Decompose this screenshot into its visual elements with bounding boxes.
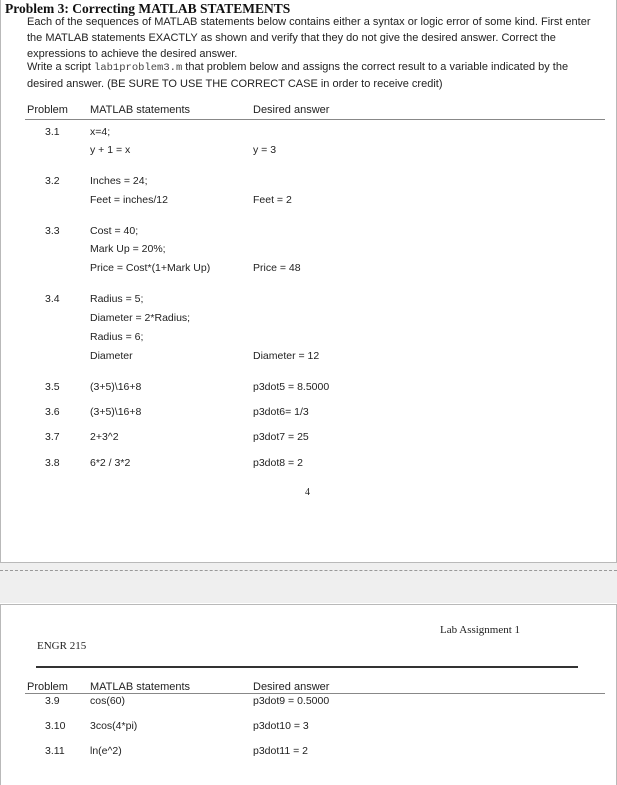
desired-answer: p3dot6= 1/3 (253, 406, 309, 418)
statement-line: 2+3^2 (90, 431, 119, 443)
statement-line: (3+5)\16+8 (90, 381, 142, 393)
desired-answer: p3dot11 = 2 (253, 745, 308, 757)
script-filename: lab1problem3.m (94, 62, 183, 74)
problem-number: 3.5 (45, 381, 60, 393)
header-rule (36, 666, 578, 668)
statement-line: Radius = 6; (90, 331, 144, 343)
header-problem: Problem (27, 104, 68, 116)
problem-number: 3.7 (45, 431, 60, 443)
instructions-paragraph: Each of the sequences of MATLAB statements below contains either a syntax or logic error of some kind. First enter the MATLAB statements EXACTLY as shown and verify that they do not give the desired answer. Correct the expressions to achieve the desired answer. (27, 16, 591, 60)
problem-number: 3.1 (45, 126, 60, 138)
desired-answer: p3dot5 = 8.5000 (253, 381, 330, 393)
statement-line: Radius = 5; (90, 293, 144, 305)
statement-line: (3+5)\16+8 (90, 406, 142, 418)
statement-line: Feet = inches/12 (90, 194, 168, 206)
section-title: Problem 3: Correcting MATLAB STATEMENTS (5, 1, 291, 16)
statement-line: Inches = 24; (90, 175, 148, 187)
statement-line: y + 1 = x (90, 144, 131, 156)
script-prefix: Write a script (27, 61, 95, 73)
statement-line: 6*2 / 3*2 (90, 457, 131, 469)
desired-answer: Feet = 2 (253, 194, 292, 206)
lab-assignment-label: Lab Assignment 1 (440, 624, 521, 636)
problem-number: 3.6 (45, 406, 60, 418)
desired-answer: p3dot9 = 0.5000 (253, 695, 330, 707)
header-answer: Desired answer (253, 681, 330, 693)
problem-number: 3.9 (45, 695, 60, 707)
course-label: ENGR 215 (37, 640, 87, 652)
problem-number: 3.2 (45, 175, 60, 187)
problem-number: 3.3 (45, 225, 60, 237)
desired-answer: Diameter = 12 (253, 350, 320, 362)
page-number: 4 (305, 487, 310, 498)
problem-number: 3.4 (45, 293, 60, 305)
header-statements: MATLAB statements (90, 104, 191, 116)
desired-answer: p3dot8 = 2 (253, 457, 303, 469)
script-suffix: that problem below and assigns the correct result to a variable indicated by the desired answer. (BE SURE TO USE THE CORRECT CASE in order to receive credit) (27, 61, 569, 90)
statement-line: ln(e^2) (90, 745, 122, 757)
statement-line: Diameter = 2*Radius; (90, 312, 191, 324)
statement-line: Mark Up = 20%; (90, 243, 166, 255)
header-answer: Desired answer (253, 104, 330, 116)
statement-line: x=4; (90, 126, 111, 138)
header-divider (25, 693, 605, 694)
statement-line: cos(60) (90, 695, 126, 707)
script-instructions-paragraph (27, 59, 602, 92)
header-statements: MATLAB statements (90, 681, 191, 693)
desired-answer: y = 3 (253, 144, 277, 156)
page-break-divider (0, 570, 617, 571)
desired-answer: Price = 48 (253, 262, 301, 274)
problem-number: 3.11 (45, 745, 65, 757)
page-gap (0, 563, 617, 603)
statement-line: Price = Cost*(1+Mark Up) (90, 262, 211, 274)
problem-number: 3.10 (45, 720, 66, 732)
desired-answer: p3dot7 = 25 (253, 431, 309, 443)
desired-answer: p3dot10 = 3 (253, 720, 309, 732)
statement-line: Diameter (90, 350, 133, 362)
statement-line: Cost = 40; (90, 225, 139, 237)
problem-number: 3.8 (45, 457, 60, 469)
statement-line: 3cos(4*pi) (90, 720, 138, 732)
header-divider (25, 119, 605, 120)
header-problem: Problem (27, 681, 68, 693)
